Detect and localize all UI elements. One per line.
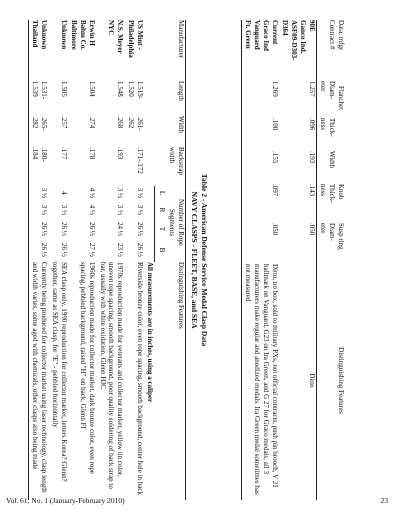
cell-features: Ditto — [307, 373, 316, 388]
note-row — [144, 20, 155, 500]
cell-diameter: 1.269 — [241, 81, 279, 118]
cell-L: 3 ½ — [28, 186, 48, 203]
cell-R: 3 ½ — [135, 204, 144, 216]
page-number: 23 — [380, 496, 388, 505]
header-B: B — [155, 241, 166, 262]
cell-B: 26 ½ — [135, 243, 144, 257]
header-text: Susp ring Diam- eter — [319, 223, 345, 250]
header-susp-ring — [316, 223, 345, 264]
table-row — [241, 20, 279, 500]
table-1-header — [316, 20, 345, 500]
cell-B: 23 ½ — [116, 243, 125, 257]
cell-mfr: US Mint - Philadelphia — [127, 20, 144, 58]
header-features: Distinguishing Features — [177, 262, 186, 329]
cell-T: 26 ½ — [135, 222, 144, 236]
cell-width: .257 — [59, 116, 68, 129]
header-segments: Number of Rope Segments — [168, 198, 186, 247]
cell-width: .193 — [307, 151, 316, 164]
cell-L: 3 ½ — [135, 187, 144, 199]
cell-mfr: Unknown — [59, 20, 68, 50]
cell-width: .265- .282 — [28, 116, 48, 147]
cell-B: 27 ½ — [88, 243, 96, 257]
cell-L: 3 ½ — [116, 187, 125, 199]
cell-width: .261- .262 — [127, 116, 144, 131]
cell-B: 26 ½ — [59, 243, 68, 257]
cell-mfr: 90E Ganco Ind. ASF09-D303- D364 — [281, 20, 316, 61]
table-2-subcaption: NAVY CLASPS - FLEET, BASE, and SEA — [189, 191, 199, 329]
header-features — [316, 264, 345, 500]
header-length: Length — [177, 81, 186, 101]
header-flanchet-thickness — [316, 118, 345, 151]
header-flanchet-diameter — [316, 81, 345, 118]
cell-ring: .050 — [241, 223, 279, 264]
cell-length: 1.531- 1.539 — [28, 81, 48, 116]
cell-ring: .050 — [307, 223, 316, 236]
table-row — [279, 20, 317, 500]
header-width: Width — [177, 116, 186, 134]
table-1 — [241, 20, 345, 500]
cell-features: Ditto, no box, sold to military PXs, not official contracts, push pin brooch, V 21 hallmark on Vanguard, G23 on Ira Green, and G 27 for Graco medals, all 3 manufacturers make regular and anodized medals. Ira Green medal sometimes has not measured — [241, 264, 279, 500]
header-text: Knob — [337, 184, 345, 200]
cell-length: 1.505 — [59, 81, 68, 97]
cell-width: .155 — [241, 151, 279, 184]
cell-features: Currently being produced for collector market using laser technology, clasp length and width varies, some aged with chemicals, other clasps also being made — [28, 262, 48, 500]
table-row — [124, 20, 144, 500]
header-data-mfgr — [316, 20, 345, 81]
cell-width: .274 — [88, 116, 96, 129]
measurement-note: All measurements are in inches, using a caliper — [146, 262, 155, 403]
journal-footer: Vol. 61, No. 1 (January-February 2010) — [6, 496, 125, 505]
cell-L: 4 — [59, 191, 68, 195]
cell-width: .268 — [116, 116, 125, 129]
cell-mfr: Current Graco Ind Vanguard Ft. Green — [241, 20, 279, 81]
header-text: Distinguishing Features — [337, 347, 345, 414]
header-knob-thickness — [316, 184, 345, 223]
header-manufacturer: Manufacturer — [177, 20, 186, 59]
header-T: T — [155, 220, 166, 241]
header-backstrap: Backstrap width — [168, 147, 186, 175]
cell-L: 4 ½ — [88, 187, 96, 199]
cell-thickness: .100 — [241, 118, 279, 151]
cell-R: 4 ½ — [88, 204, 96, 216]
cell-backstrap: .180- .184 — [28, 147, 48, 186]
cell-B: 26 ½ — [28, 241, 48, 262]
cell-features: Riverside bronze color, even rope spacing, smooth background, center hole in back — [135, 262, 144, 495]
header-text: Width — [328, 151, 337, 169]
cell-mfr: Erwin H Bahm Co. Baltimore — [70, 20, 96, 50]
table-row — [48, 20, 68, 500]
cell-R: 3 ½ — [28, 203, 48, 220]
cell-T: 26 ½ — [88, 222, 96, 236]
header-text: Flanchet — [337, 85, 345, 111]
cell-backstrap: .193 — [116, 147, 125, 160]
header-text: Data, mfgr Contract # — [328, 20, 345, 51]
cell-R: 3 ½ — [59, 204, 68, 216]
cell-diameter: 1.257 — [307, 81, 316, 97]
table-2 — [28, 20, 213, 500]
header-width — [316, 151, 345, 184]
cell-mfr: N.S. Meyer NYC — [107, 20, 125, 54]
cell-T: 24 ½ — [116, 222, 125, 236]
table-row — [96, 20, 124, 500]
cell-backstrap: .178 — [88, 147, 96, 160]
header-L: L — [155, 186, 166, 203]
header-R: R — [155, 203, 166, 220]
table-row — [68, 20, 96, 500]
cell-mfr: Unknown Thailand — [28, 20, 48, 81]
cell-backstrap: .171-.172 — [135, 147, 144, 174]
table-row — [28, 20, 48, 500]
cell-features: 1970s reproduction made for veterans and collector market, yellow tin color, uneven rope spacing, smooth background, poor quality soldering of back strap to bar, usually with white oxidation, Glenn HJC — [98, 262, 125, 489]
cell-T: 26 ½ — [28, 220, 48, 241]
cell-length: 1.504 — [88, 81, 96, 97]
cell-T: 26 ½ — [59, 222, 68, 236]
cell-features: 1960s reproduction made for collector market, dark bronze color, even rope spacing, pebbled background, raised "H" on back, Glenn FI — [79, 262, 96, 474]
rotated-page-content — [21, 20, 345, 500]
cell-thickness: .096 — [307, 118, 316, 131]
header-text: Thick- ness — [319, 184, 337, 203]
cell-knob: .143 — [307, 184, 316, 197]
cell-R: 3 ½ — [116, 204, 125, 216]
cell-features: SEA clasp only, 1990 reproduction for collector market, letters Korea? Glenn? together, same as SEA clasp, for "E" - pebbled horizontally — [51, 262, 68, 482]
header-text: Thick- ness — [319, 118, 337, 137]
cell-backstrap: .177 — [59, 147, 68, 160]
cell-knob: .097 — [241, 184, 279, 223]
header-text: Diam- eter — [319, 81, 337, 99]
cell-length: 1.519- 1.520 — [127, 81, 144, 100]
table-2-caption: Table 2 - American Defense Service Medal Clasp Data — [200, 173, 209, 347]
cell-length: 1.548 — [116, 81, 125, 97]
table-2-header — [166, 20, 186, 500]
